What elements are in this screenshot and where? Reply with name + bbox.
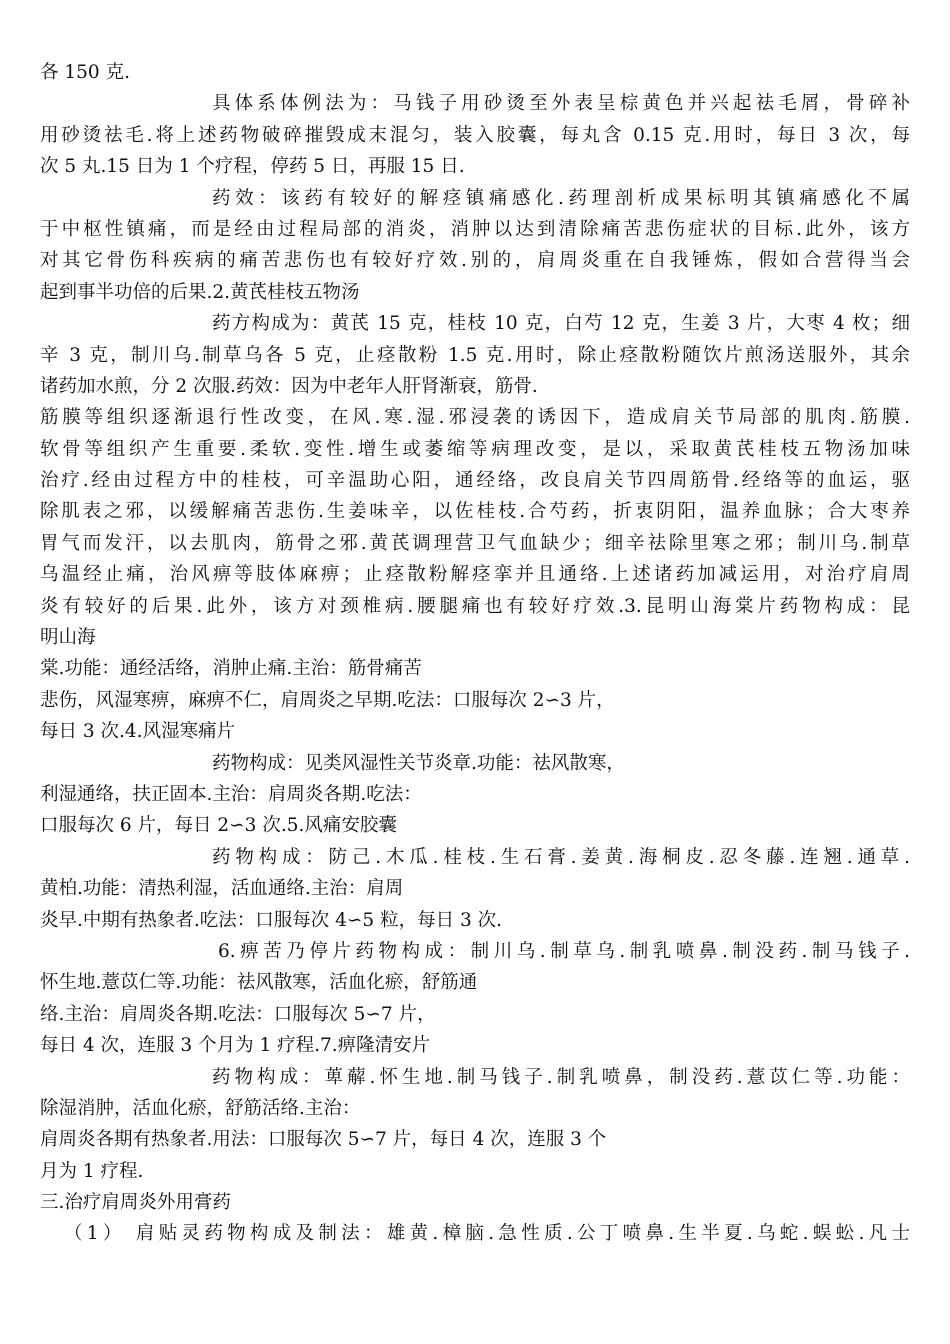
text-line: 胃气而发汗，以去肌肉，筋骨之邪.黄芪调理营卫气血缺少；细辛祛除里寒之邪；制川乌.制草 xyxy=(40,532,910,554)
text-line: 络.主治：肩周炎各期.吃法：口服每次 5∽7 片， xyxy=(40,1003,436,1025)
text-line: 各 150 克. xyxy=(40,62,130,83)
text-line: 月为 1 疗程. xyxy=(40,1160,144,1182)
text-line: 药物构成：萆薢.怀生地.制马钱子.制乳喷鼻，制没药.薏苡仁等.功能： xyxy=(212,1066,910,1088)
text-line: 用砂烫祛毛.将上述药物破碎摧毁成末混匀，装入胶囊，每丸含 0.15 克.用时，每日 3 次，每 xyxy=(40,124,910,146)
text-line: 诸药加水煎，分 2 次服.药效：因为中老年人肝肾渐衰，筋骨. xyxy=(40,375,538,397)
text-line: 次 5 丸.15 日为 1 个疗程，停药 5 日，再服 15 日. xyxy=(40,156,465,178)
text-line: 6.痹苦乃停片药物构成：制川乌.制草乌.制乳喷鼻.制没药.制马钱子. xyxy=(218,940,910,962)
text-line: 利湿通络，扶正固本.主治：肩周炎各期.吃法： xyxy=(40,783,422,805)
text-line: （1） 肩贴灵药物构成及制法：雄黄.樟脑.急性质.公丁喷鼻.生半夏.乌蛇.蜈蚣.凡士 xyxy=(64,1223,910,1245)
text-line: 棠.功能：通经活络，消肿止痛.主治：筋骨痛苦 xyxy=(40,658,422,680)
text-line: 除湿消肿，活血化瘀，舒筋活络.主治： xyxy=(40,1097,361,1119)
text-line: 对其它骨伤科疾病的痛苦悲伤也有较好疗效.别的，肩周炎重在自我锤炼，假如合营得当会 xyxy=(40,250,910,272)
text-line: 口服每次 6 片，每日 2∽3 次.5.风痛安胶囊 xyxy=(40,815,397,837)
text-line: 每日 3 次.4.风湿寒痛片 xyxy=(40,721,236,743)
text-line: 筋膜等组织逐渐退行性改变，在风.寒.湿.邪浸袭的诱因下，造成肩关节局部的肌肉.筋膜. xyxy=(40,407,910,429)
text-line: 辛 3 克，制川乌.制草乌各 5 克，止痉散粉 1.5 克.用时，除止痉散粉随饮片煎汤送服外，其余 xyxy=(40,344,910,366)
text-line: 炎早.中期有热象者.吃法：口服每次 4∽5 粒，每日 3 次. xyxy=(40,909,502,931)
text-line: 黄柏.功能：清热利湿，活血通络.主治：肩周 xyxy=(40,878,404,900)
text-line: 软骨等组织产生重要.柔软.变性.增生或萎缩等病理改变，是以，采取黄芪桂枝五物汤加味 xyxy=(40,438,910,460)
text-line: 怀生地.薏苡仁等.功能：祛风散寒，活血化瘀，舒筋通 xyxy=(40,972,478,994)
text-line: 每日 4 次，连服 3 个月为 1 疗程.7.痹隆清安片 xyxy=(40,1035,431,1057)
text-line: 药物构成：防己.木瓜.桂枝.生石膏.姜黄.海桐皮.忍冬藤.连翘.通草. xyxy=(212,846,910,868)
text-line: 于中枢性镇痛，而是经由过程局部的消炎，消肿以达到清除痛苦悲伤症状的目标.此外，该方 xyxy=(40,218,910,240)
text-line: 肩周炎各期有热象者.用法：口服每次 5∽7 片，每日 4 次，连服 3 个 xyxy=(40,1129,607,1151)
text-line: 三.治疗肩周炎外用膏药 xyxy=(40,1192,231,1214)
text-line: 药效：该药有较好的解痉镇痛感化.药理剖析成果标明其镇痛感化不属 xyxy=(212,187,910,209)
text-line: 治疗.经由过程方中的桂枝，可辛温助心阳，通经络，改良肩关节四周筋骨.经络等的血运，驱 xyxy=(40,470,910,492)
text-line: 药物构成：见类风湿性关节炎章.功能：祛风散寒， xyxy=(212,752,625,774)
text-line: 炎有较好的后果.此外，该方对颈椎病.腰腿痛也有较好疗效.3.昆明山海棠片药物构成：昆 xyxy=(40,595,910,617)
text-line: 明山海 xyxy=(40,627,96,649)
text-line: 乌温经止痛，治风痹等肢体麻痹；止痉散粉解痉挛并且通络.上述诸药加减运用，对治疗肩周 xyxy=(40,564,910,586)
text-line: 具体系体例法为：马钱子用砂烫至外表呈棕黄色并兴起祛毛屑，骨碎补 xyxy=(212,93,910,115)
text-line: 除肌表之邪，以缓解痛苦悲伤.生姜味辛，以佐桂枝.合芍药，折衷阴阳，温养血脉；合大枣养 xyxy=(40,501,910,523)
text-line: 起到事半功倍的后果.2.黄芪桂枝五物汤 xyxy=(40,281,360,303)
text-line: 悲伤，风湿寒痹，麻痹不仁，肩周炎之早期.吃法：口服每次 2∽3 片， xyxy=(40,689,615,711)
text-line: 药方构成为：黄芪 15 克，桂枝 10 克，白芍 12 克，生姜 3 片，大枣 4 枚；细 xyxy=(212,313,910,335)
